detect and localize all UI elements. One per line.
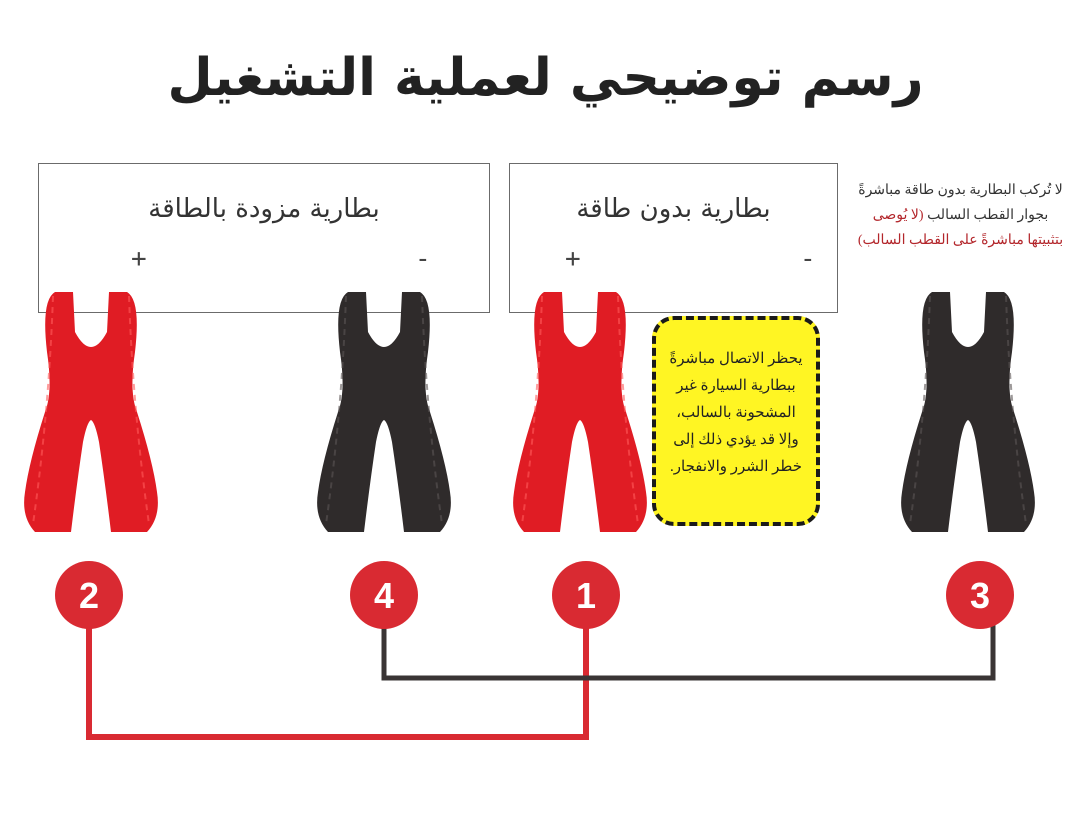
charged-battery-positive-terminal: + bbox=[131, 244, 147, 274]
dead-battery-label: بطارية بدون طاقة bbox=[576, 194, 771, 224]
black-clamp-charged-negative bbox=[317, 292, 451, 532]
warning-line-1: يحظر الاتصال مباشرةً bbox=[669, 351, 803, 367]
warning-line-4: وإلا قد يؤدي ذلك إلى bbox=[673, 432, 799, 448]
side-note-line-1: لا تُركب البطارية بدون طاقة مباشرةً bbox=[858, 183, 1063, 198]
step-badge-3 bbox=[946, 561, 1014, 629]
charged-battery-negative-terminal: - bbox=[415, 244, 431, 274]
step-badge-2-label: 2 bbox=[78, 575, 100, 616]
red-clamp-dead-positive bbox=[513, 292, 647, 532]
side-note-line-2-plain: بجوار القطب السالب bbox=[923, 208, 1049, 223]
warning-line-5: خطر الشرر والانفجار. bbox=[670, 459, 802, 475]
side-note-line-2-red: (لا يُوصى bbox=[872, 208, 924, 223]
step-badge-1-label: 1 bbox=[575, 575, 597, 616]
red-jumper-cable bbox=[89, 600, 586, 737]
step-badge-2 bbox=[55, 561, 123, 629]
step-badge-4 bbox=[350, 561, 418, 629]
black-clamp-ground bbox=[901, 292, 1035, 532]
warning-line-2: ببطارية السيارة غير bbox=[676, 378, 796, 394]
red-clamp-charged-positive bbox=[24, 292, 158, 532]
charged-battery-label: بطارية مزودة بالطاقة bbox=[148, 194, 380, 224]
warning-line-3: المشحونة بالسالب، bbox=[676, 405, 796, 421]
dead-battery-positive-terminal: + bbox=[565, 244, 581, 274]
warning-box bbox=[652, 316, 820, 526]
black-jumper-cable bbox=[384, 600, 993, 678]
page-title: رسم توضيحي لعملية التشغيل bbox=[167, 48, 924, 108]
step-badge-3-label: 3 bbox=[969, 575, 991, 616]
step-badge-1 bbox=[552, 561, 620, 629]
side-note-line-3: بتثبيتها مباشرةً على القطب السالب) bbox=[857, 233, 1064, 248]
dead-battery-negative-terminal: - bbox=[800, 244, 816, 274]
step-badge-4-label: 4 bbox=[373, 575, 395, 616]
